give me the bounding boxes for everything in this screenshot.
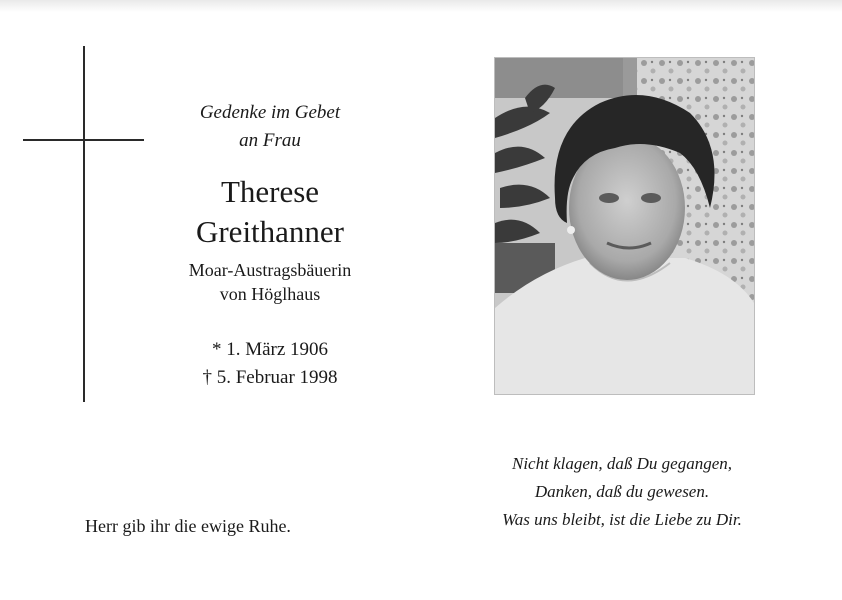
deceased-name (150, 172, 390, 252)
last-name: Greithanner (195, 214, 345, 249)
verse-line: Nicht klagen, daß Du gegangen, (511, 454, 732, 473)
birth-date: * 1. März 1906 (211, 339, 329, 360)
first-name: Therese (220, 174, 320, 209)
role-line: Moar-Austragsbäuerin (188, 260, 352, 280)
deceased-role (150, 258, 390, 306)
memorial-intro (150, 99, 390, 155)
verse-line: Was uns bleibt, ist die Liebe zu Dir. (502, 510, 742, 529)
portrait-photo (494, 57, 755, 395)
intro-line: an Frau (239, 130, 301, 151)
top-edge-shadow (0, 0, 842, 12)
verse-line: Danken, daß du gewesen. (534, 482, 710, 501)
cross-vertical-bar (83, 46, 85, 402)
cross-horizontal-bar (23, 139, 144, 141)
closing-prayer: Herr gib ihr die ewige Ruhe. (85, 516, 291, 536)
intro-line: Gedenke im Gebet (199, 102, 341, 123)
memorial-verse (462, 450, 782, 534)
life-dates (150, 336, 390, 392)
death-date: † 5. Februar 1998 (202, 367, 338, 388)
origin-line: von Höglhaus (219, 284, 321, 304)
